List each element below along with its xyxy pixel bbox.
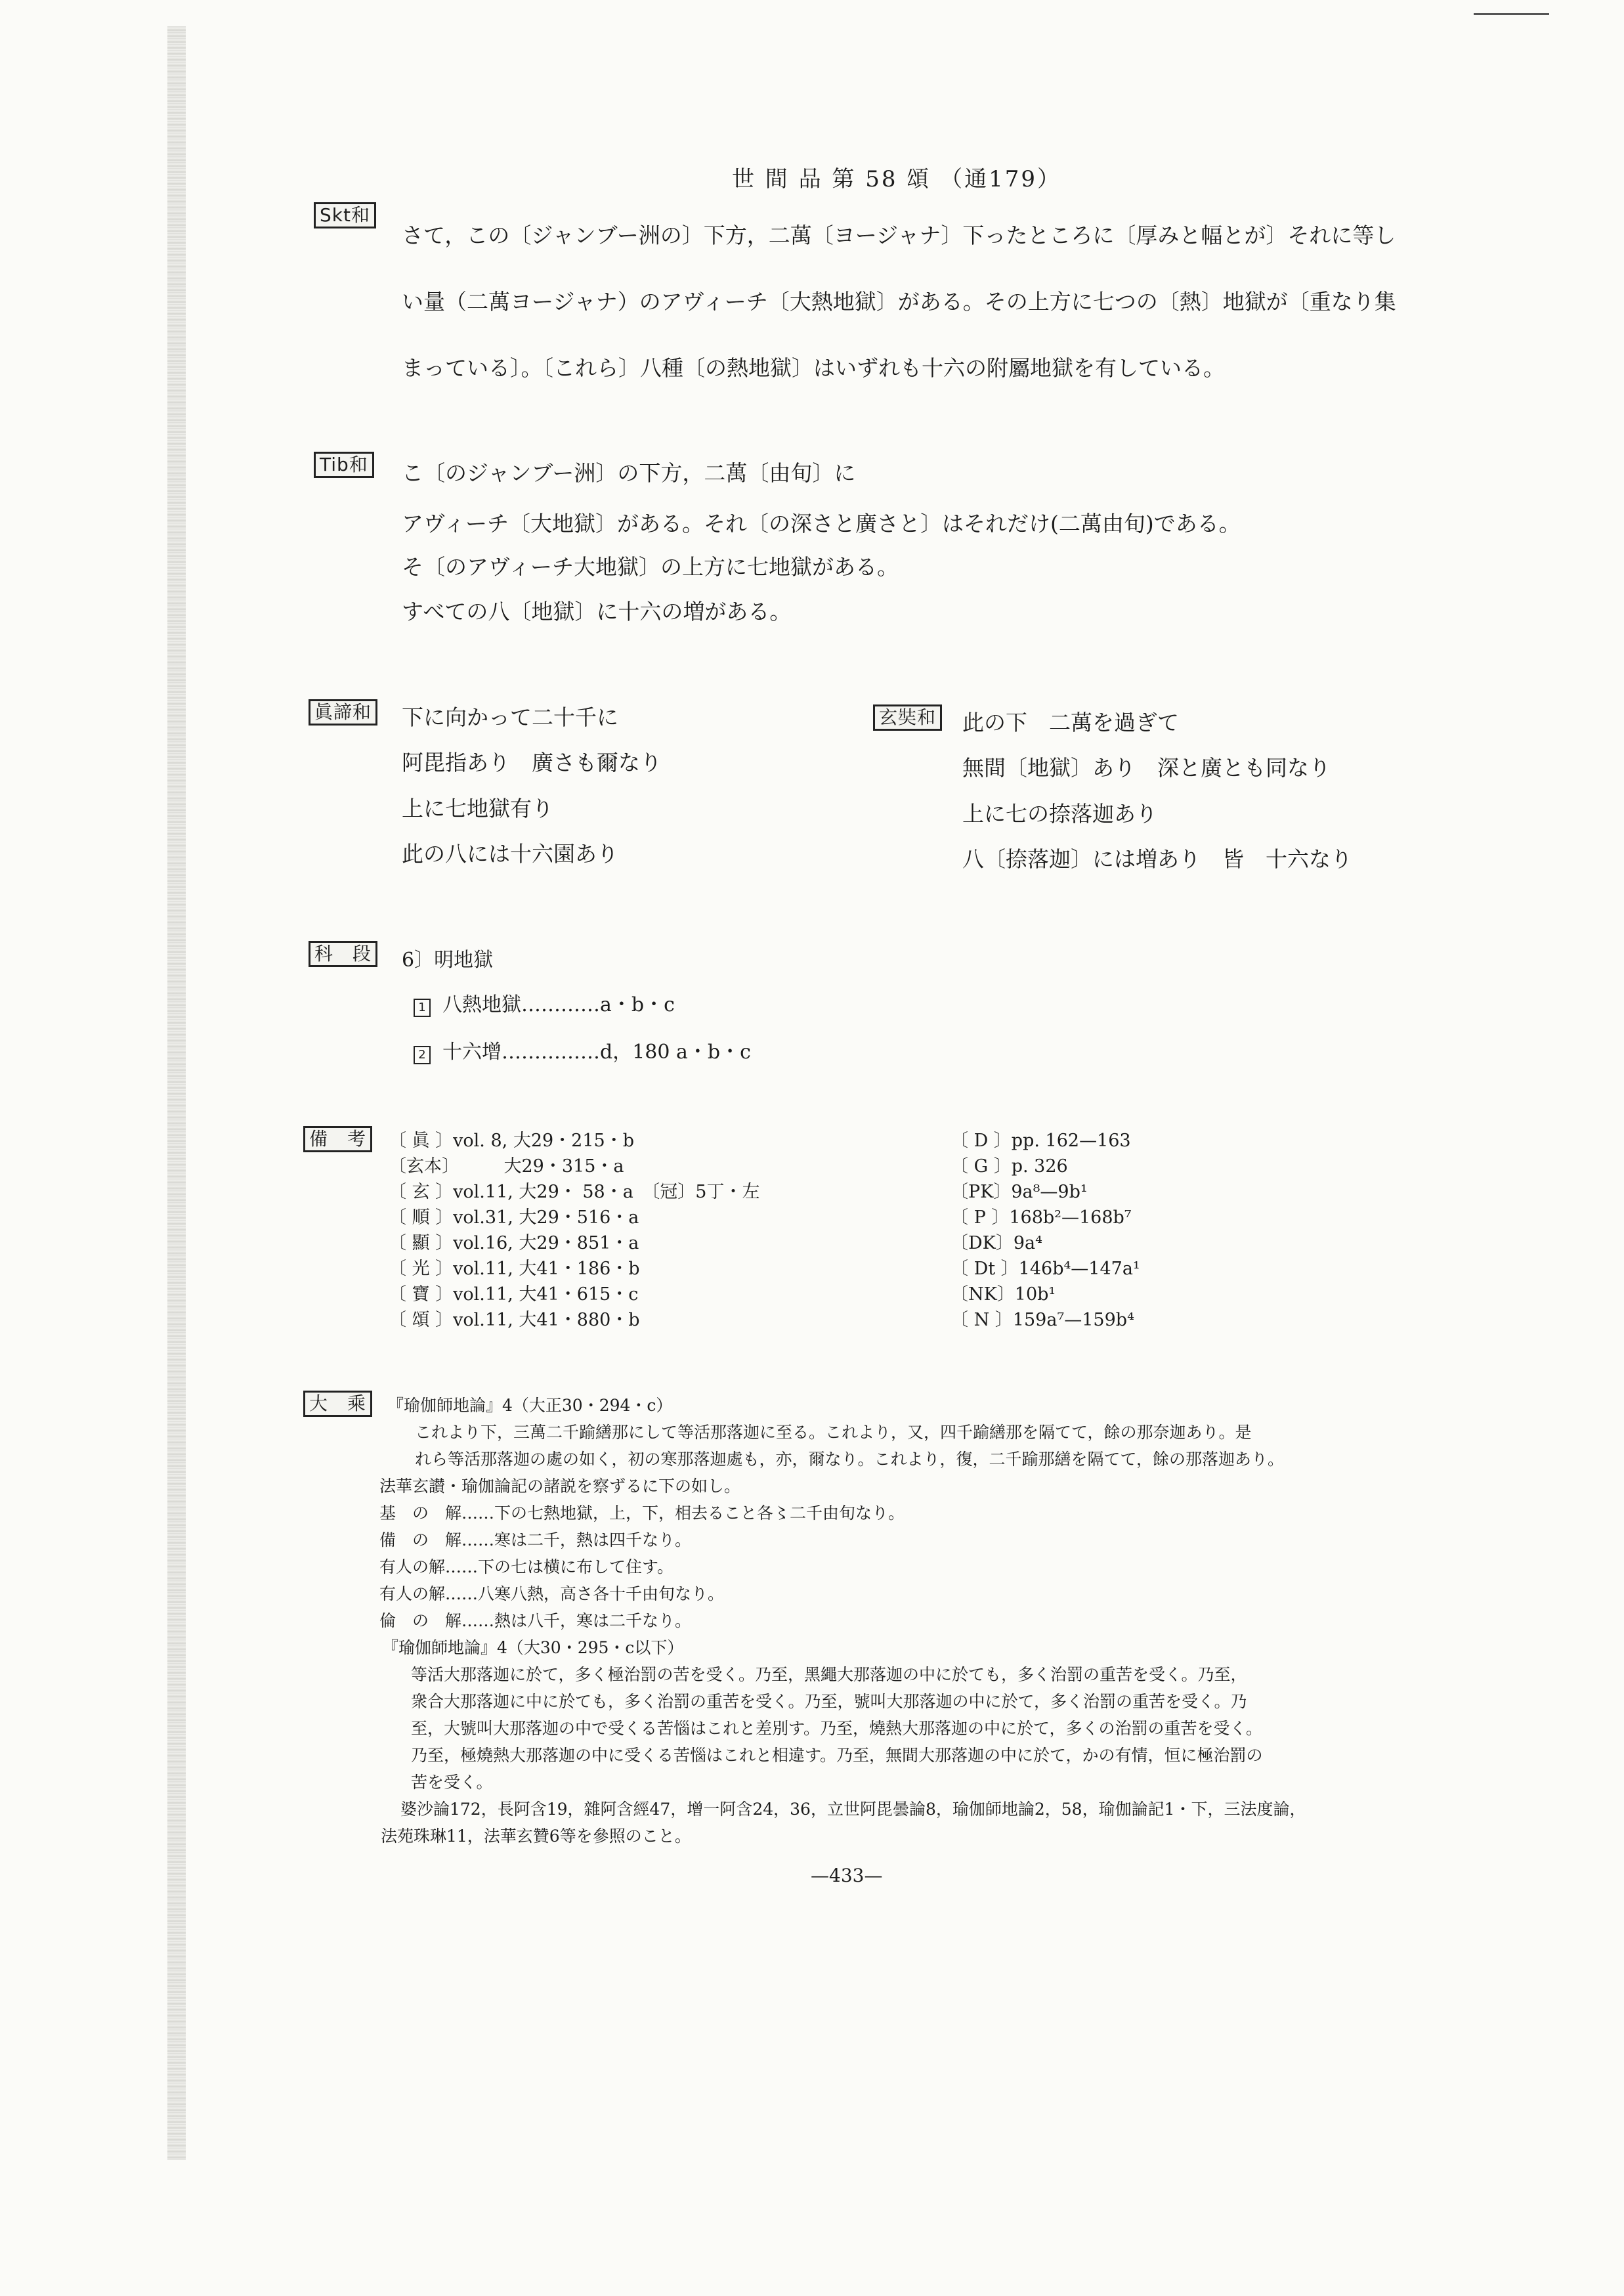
ref-row: 〔玄本〕 大29・315・a xyxy=(389,1156,624,1177)
taijo-body xyxy=(379,1393,1306,1850)
tib-line-4: すべての八〔地獄〕に十六の増がある。 xyxy=(402,599,792,624)
biko-tag xyxy=(303,1126,372,1152)
shindai-tag-label: 眞諦和 xyxy=(309,699,377,726)
kadan-item-1 xyxy=(414,988,675,1017)
taijo-line: 法華玄讃・瑜伽論記の諸説を察ずるに下の如し。 xyxy=(379,1477,741,1496)
ref-row: 〔NK〕10b¹ xyxy=(951,1284,1056,1305)
taijo-citation: 『瑜伽師地論』4（大正30・294・c） xyxy=(387,1396,673,1415)
shindai-line-2: 阿毘指あり 廣さも爾なり xyxy=(402,750,662,775)
biko-tag-label: 備 考 xyxy=(303,1126,372,1152)
taijo-tag xyxy=(303,1391,372,1417)
tib-line-2: アヴィーチ〔大地獄〕がある。それ〔の深さと廣さと〕はそれだけ(二萬由旬)である。 xyxy=(402,511,1241,536)
biko-left-refs xyxy=(389,1126,759,1331)
taijo-line: 苦を受く。 xyxy=(411,1773,493,1792)
ref-row: 〔 D 〕pp. 162—163 xyxy=(951,1131,1131,1151)
ref-row: 〔DK〕9a⁴ xyxy=(951,1233,1042,1253)
ref-row: 〔 N 〕159a⁷—159b⁴ xyxy=(951,1310,1134,1330)
taijo-line: 有人の解……下の七は横に布して住す。 xyxy=(379,1557,674,1576)
ref-row: 〔PK〕9a⁸—9b¹ xyxy=(951,1182,1088,1202)
taijo-line: 備 の 解……寒は二千，熱は四千なり。 xyxy=(379,1530,692,1549)
page-number: —433— xyxy=(811,1865,883,1886)
ref-row: 〔 P 〕168b²—168b⁷ xyxy=(951,1207,1132,1228)
taijo-line: れら等活那落迦の處の如く，初の寒那落迦處も，亦，爾なり。これより，復，二千踰那繕を隔てて，餘の那落迦あり。 xyxy=(415,1450,1285,1469)
ref-row: 〔 顯 〕vol.16, 大29・851・a xyxy=(389,1233,639,1253)
taijo-line: 婆沙論172，長阿含19，雜阿含經47，增一阿含24，36，立世阿毘曇論8，瑜伽師地論2，58，瑜伽論記1・下，三法度論， xyxy=(400,1800,1306,1819)
ref-row: 〔 眞 〕vol. 8, 大29・215・b xyxy=(389,1131,634,1151)
taijo-tag-label: 大 乘 xyxy=(303,1391,372,1417)
shindai-line-4: 此の八には十六園あり xyxy=(402,841,618,867)
genjo-line-3: 上に七の捺落迦あり xyxy=(962,801,1157,827)
genjo-line-4: 八〔捺落迦〕には増あり 皆 十六なり xyxy=(962,846,1352,872)
ref-row: 〔 寶 〕vol.11, 大41・615・c xyxy=(389,1284,639,1305)
kadan-item-text: 八熱地獄…………a・b・c xyxy=(442,993,675,1016)
genjo-line-2: 無間〔地獄〕あり 深と廣とも同なり xyxy=(962,755,1331,781)
kadan-item-text: 十六增……………d，180 a・b・c xyxy=(442,1041,751,1064)
genjo-line-1: 此の下 二萬を過ぎて xyxy=(962,710,1179,735)
biko-right-refs xyxy=(951,1126,1140,1331)
ref-row: 〔 光 〕vol.11, 大41・186・b xyxy=(389,1259,640,1279)
ref-row: 〔 G 〕p. 326 xyxy=(951,1156,1068,1177)
kadan-heading: 6〕明地獄 xyxy=(402,949,494,972)
corner-rule xyxy=(1474,13,1549,15)
taijo-line: 法苑珠琳11，法華玄贊6等を參照のこと。 xyxy=(381,1827,691,1846)
kadan-tag xyxy=(309,941,377,967)
taijo-line: 等活大那落迦に於て，多く極治罰の苦を受く。乃至，黑繩大那落迦の中に於ても，多く治罰の重苦を受く。乃至， xyxy=(411,1665,1247,1684)
scan-binding-edge xyxy=(167,26,186,2160)
taijo-line: 有人の解……八寒八熱，高さ各十千由旬なり。 xyxy=(379,1584,725,1603)
page-title: 世 間 品 第 58 頌 （通179） xyxy=(732,166,1062,192)
ref-row: 〔 頌 〕vol.11, 大41・880・b xyxy=(389,1310,640,1330)
ref-row: 〔 玄 〕vol.11, 大29・ 58・a 〔冠〕5丁・左 xyxy=(389,1182,760,1202)
taijo-line: 乃至，極燒熱大那落迦の中に受くる苦惱はこれと相違す。乃至，無間大那落迦の中に於て，かの有情，恒に極治罰の xyxy=(411,1746,1263,1765)
tib-tag-label: Tib和 xyxy=(314,452,374,478)
taijo-line: 衆合大那落迦に中に於ても，多く治罰の重苦を受く。乃至，號叫大那落迦の中に於て，多く治罰の重苦を受く。乃 xyxy=(411,1692,1247,1711)
ref-row: 〔 順 〕vol.31, 大29・516・a xyxy=(389,1207,639,1228)
kadan-item-number: 2 xyxy=(414,1046,431,1064)
taijo-line: 倫 の 解……熱は八千，寒は二千なり。 xyxy=(379,1611,692,1630)
shindai-tag xyxy=(309,699,377,726)
ref-row: 〔 Dt 〕146b⁴—147a¹ xyxy=(951,1259,1140,1279)
taijo-line: これより下，三萬二千踰繕那にして等活那落迦に至る。これより，又，四千踰繕那を隔てて，餘の那奈迦あり。是 xyxy=(415,1423,1252,1442)
taijo-line: 至，大號叫大那落迦の中で受くる苦惱はこれと差別す。乃至，燒熱大那落迦の中に於て，多くの治罰の重苦を受く。 xyxy=(411,1719,1263,1738)
skt-line-2: い量（二萬ヨージャナ）のアヴィーチ〔大熱地獄〕がある。その上方に七つの〔熱〕地獄が〔重なり集 xyxy=(402,289,1396,314)
tib-line-1: こ〔のジャンブー洲〕の下方，二萬〔由旬〕に xyxy=(402,460,856,486)
skt-tag-label: Skt和 xyxy=(314,202,376,228)
tib-line-3: そ〔のアヴィーチ大地獄〕の上方に七地獄がある。 xyxy=(402,554,899,580)
skt-line-3: まっている〕。〔これら〕八種〔の熱地獄〕はいずれも十六の附屬地獄を有している。 xyxy=(402,355,1225,381)
genjo-tag-label: 玄奘和 xyxy=(873,704,942,731)
skt-line-1: さて，この〔ジャンブー洲の〕下方，二萬〔ヨージャナ〕下ったところに〔厚みと幅とが〕それに等し xyxy=(402,223,1396,248)
shindai-line-3: 上に七地獄有り xyxy=(402,796,553,821)
tib-tag xyxy=(314,452,374,478)
kadan-item-number: 1 xyxy=(414,999,431,1017)
shindai-line-1: 下に向かって二十千に xyxy=(402,704,618,730)
taijo-line: 基 の 解……下の七熱地獄，上，下，相去ること各〻二千由旬なり。 xyxy=(379,1504,905,1523)
skt-tag xyxy=(314,202,376,228)
genjo-tag xyxy=(873,704,942,731)
kadan-item-2 xyxy=(414,1035,751,1064)
taijo-citation: 『瑜伽師地論』4（大30・295・c以下） xyxy=(382,1638,684,1657)
kadan-tag-label: 科 段 xyxy=(309,941,377,967)
